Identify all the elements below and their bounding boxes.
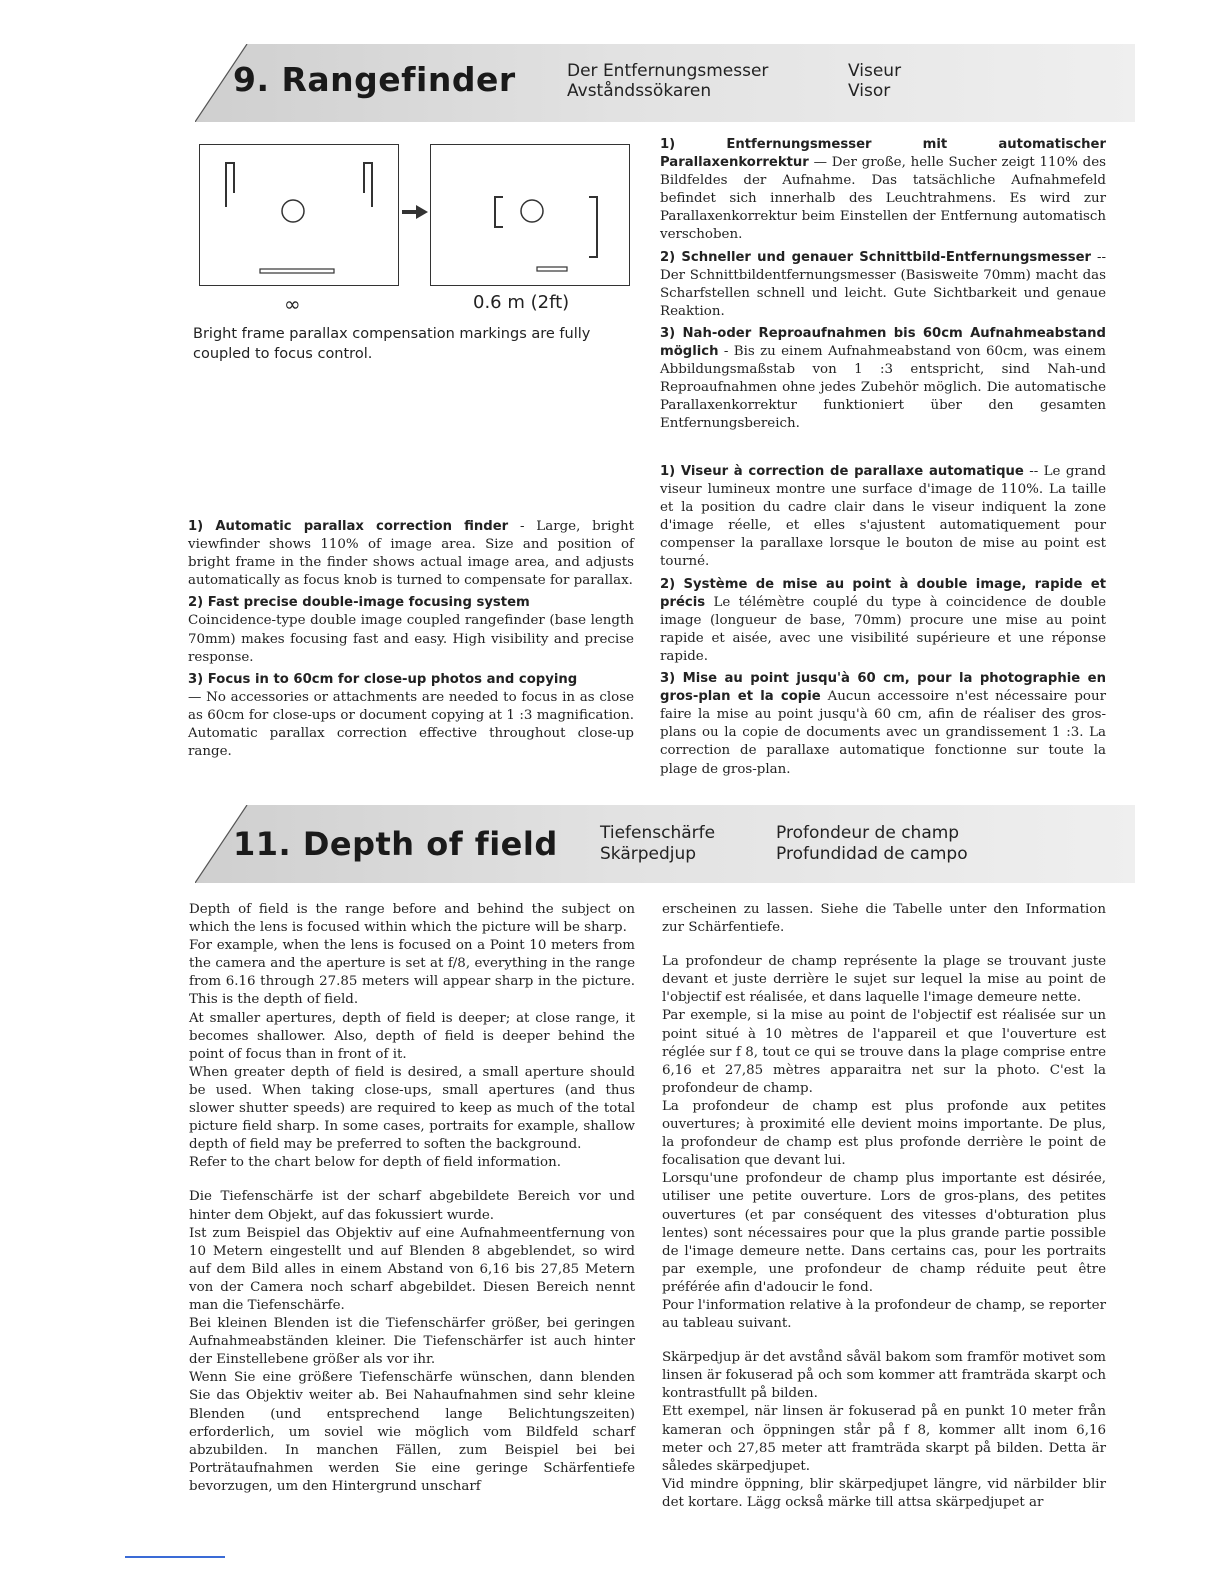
viewfinder-close-frame bbox=[430, 144, 630, 286]
section11-title: 11. Depth of field bbox=[233, 825, 558, 863]
page-bottom-rule bbox=[125, 1556, 225, 1558]
dof-french-text: La profondeur de champ représente la plage se trouvant juste devant et juste derrière le sujet sur lequel la mise au point de l'objectif est réalisée, et dans laquelle l'image demeure nette. Par exemple, si la mise au point de l'objectif est réalisée sur un point situé à 10 mètres de l'appareil et que l'ouverture est réglée sur f 8, tout ce qui se trouve dans la plage comprise entre 6,16 et 27,85 mètres apparaitra net sur la photo. C'est la profondeur de champ. La profondeur de champ est plus profonde aux petites ouvertures; à proximité elle devient moins importante. De plus, la profondeur de champ est plus profonde derrière le point de focalisation que devant lui. Lorsqu'une profondeur de champ plus importante est désirée, utiliser une petite ouverture. Lors de gros-plans, des petites ouvertures (et par conséquent des vitesses d'obturation plus lentes) sont nécessaires pour que la plus grande partie possible de l'image demeure nette. Dans certains cas, pour les portraits par exemple, une profondeur de champ réduite peut être préférée afin d'adoucir le fond. Pour l'information relative à la profondeur de champ, se reporter au tableau suivant. bbox=[662, 954, 1106, 1332]
en9-item-3-body: — No accessories or attachments are needed to focus in as close as 60cm for close-ups or document copying at 1 :3 magnification. Automatic parallax correction effective throughout close-up range. bbox=[188, 689, 634, 760]
viewfinder-infinity-frame bbox=[199, 144, 399, 286]
fr9-item-1: 1) Viseur à correction de parallaxe automatique -- Le grand viseur lumineux montre une surface d'image de 110%. La taille et la position du cadre clair dans le viseur indiquent la zone d'image réelle, et elles s'ajustent automatiquement pour compenser la parallaxe lorsque le bouton de mise au point est tourné. bbox=[660, 464, 1106, 570]
section9-sub-sv: Avståndssökaren bbox=[567, 81, 712, 101]
section11-sub-es: Profundidad de campo bbox=[776, 844, 968, 864]
en9-item-1: 1) Automatic parallax correction finder - Large, bright viewfinder shows 110% of image area. Size and position of bright frame in the finder shows actual image area, and adjusts automatically as focus knob is turned to compensate for parallax. bbox=[188, 519, 634, 589]
dof-german-continued: erscheinen zu lassen. Siehe die Tabelle unter den Information zur Schärfentiefe. bbox=[662, 902, 1106, 936]
section9-sub-es: Visor bbox=[848, 81, 891, 101]
dof-left-column bbox=[189, 901, 635, 1500]
section9-english bbox=[188, 518, 634, 765]
dof-right-column bbox=[662, 901, 1106, 1516]
de9-item-2: 2) Schneller und genauer Schnittbild-Entfernungsmesser -- Der Schnittbildentfernungsmesser (Basisweite 70mm) macht das Scharfstellen schnell und leicht. Gute Sichtbarkeit und genaue Reaktion. bbox=[660, 249, 1106, 319]
de9-item-1: 1) Entfernungsmesser mit automatischer Parallaxenkorrektur — Der große, helle Sucher zeigt 110% des Bildfeldes der Aufnahme. Das tatsächliche Aufnahmefeld befindet sich innerhalb des Leuchtrahmens. Es wird zur Parallaxenkorrektur beim Einstellen der Entfernung automatisch verschoben. bbox=[660, 137, 1106, 243]
fr9-item-3: 3) Mise au point jusqu'à 60 cm, pour la photographie en gros-plan et la copie Aucun accessoire n'est nécessaire pour faire la mise au point jusqu'à 60 cm, afin de réaliser des gros-plans ou la copie de documents avec un grandissement 1 :3. La correction de parallaxe automatique fonctionne sur toute la plage de gros-plan. bbox=[660, 671, 1106, 777]
section9-sub-fr: Viseur bbox=[848, 61, 902, 81]
label-close-distance: 0.6 m (2ft) bbox=[473, 292, 570, 313]
en9-item-3: 3) Focus in to 60cm for close-up photos and copying bbox=[188, 671, 578, 687]
section9-title: 9. Rangefinder bbox=[233, 60, 516, 99]
fr9-item-2: 2) Système de mise au point à double image, rapide et précis Le télémètre couplé du type à coincidence de double image (longueur de base, 70mm) procure une mise au point rapide et aisée, avec une visibilité supérieure et une réponse rapide. bbox=[660, 576, 1106, 664]
section11-sub-de: Tiefenschärfe bbox=[600, 823, 716, 843]
section9-banner bbox=[195, 44, 1135, 122]
dof-english-text: Depth of field is the range before and behind the subject on which the lens is focused within which the picture will be sharp. For example, when the lens is focused on a Point 10 meters from the camera and the aperture is set at f/8, everything in the range from 6.16 through 27.85 meters will appear sharp in the picture. This is the depth of field. At smaller apertures, depth of field is deeper; at close range, it becomes shallower. Also, depth of field is deeper behind the point of focus than in front of it. When greater depth of field is desired, a small aperture should be used. When taking close-ups, small apertures (and thus slower shutter speeds) are required to keep as much of the total picture field sharp. In some cases, portraits for example, shallow depth of field may be preferred to soften the background. Refer to the chart below for depth of field information. bbox=[189, 902, 635, 1171]
en9-item-2-body: Coincidence-type double image coupled rangefinder (base length 70mm) makes focusing fast and easy. High visibility and precise response. bbox=[188, 613, 634, 665]
section9-german bbox=[660, 136, 1106, 438]
section11-sub-sv: Skärpedjup bbox=[600, 844, 697, 864]
de9-item-3: 3) Nah-oder Reproaufnahmen bis 60cm Aufnahmeabstand möglich - Bis zu einem Aufnahmeabstand von 60cm, was einem Abbildungsmaßstab von 1 :3 entspricht, sind Nah-und Reproaufnahmen ohne jedes Zubehör möglich. Die automatische Parallaxenkorrektur funktioniert über den gesamten Entfernungsbereich. bbox=[660, 325, 1106, 432]
viewfinder-infinity-drawing bbox=[200, 145, 398, 285]
figure-caption: Bright frame parallax compensation markings are fully coupled to focus control. bbox=[193, 326, 591, 362]
section9-french bbox=[660, 463, 1106, 783]
dof-german-text: Die Tiefenschärfe ist der scharf abgebildete Bereich vor und hinter dem Objekt, auf das fokussiert wurde. Ist zum Beispiel das Objektiv auf eine Aufnahmeentfernung von 10 Metern eingestellt und auf Blenden 8 abgeblendet, so wird auf dem Bild alles in einem Abstand von 6,16 bis 27,85 Metern von der Camera noch scharf abgebildet. Diesen Bereich nennt man die Tiefenschärfe. Bei kleinen Blenden ist die Tiefenschärfer größer, bei geringen Aufnahmeabständen kleiner. Die Tiefenschärfer ist auch hinter der Einstellebene größer als vor ihr. Wenn Sie eine größere Tiefenschärfe wünschen, dann blenden Sie das Objektiv weiter ab. Bei Nahaufnahmen sind sehr kleine Blenden (und entsprechend lange Belichtungszeiten) erforderlich, um soviel wie möglich vom Bildfeld scharf abzubilden. In manchen Fällen, zum Beispiel bei bei Porträtaufnahmen werden Sie eine geringe Schärfentiefe bevorzugen, um den Hintergrund unscharf bbox=[189, 1189, 635, 1494]
dof-swedish-text: Skärpedjup är det avstånd såväl bakom som framför motivet som linsen är fokuserad på och som kommer att framträda skarpt och kontrastfullt på bilden. Ett exempel, när linsen är fokuserad på en punkt 10 meter från kameran och öppningen står på f 8, kommer allt inom 6,16 meter och 27,85 meter att framträda skarpt på bilden. Detta är således skärpedjupet. Vid mindre öppning, blir skärpedjupet längre, vid närbilder blir det kortare. Lägg också märke till attsa skärpedjupet ar bbox=[662, 1350, 1106, 1510]
en9-item-2: 2) Fast precise double-image focusing system bbox=[188, 595, 530, 611]
section9-sub-de: Der Entfernungsmesser bbox=[567, 61, 769, 81]
section11-banner bbox=[195, 805, 1135, 883]
viewfinder-close-drawing bbox=[431, 145, 629, 285]
arrow-icon bbox=[400, 204, 430, 220]
label-infinity: ∞ bbox=[284, 292, 301, 316]
section11-sub-fr: Profondeur de champ bbox=[776, 823, 960, 843]
